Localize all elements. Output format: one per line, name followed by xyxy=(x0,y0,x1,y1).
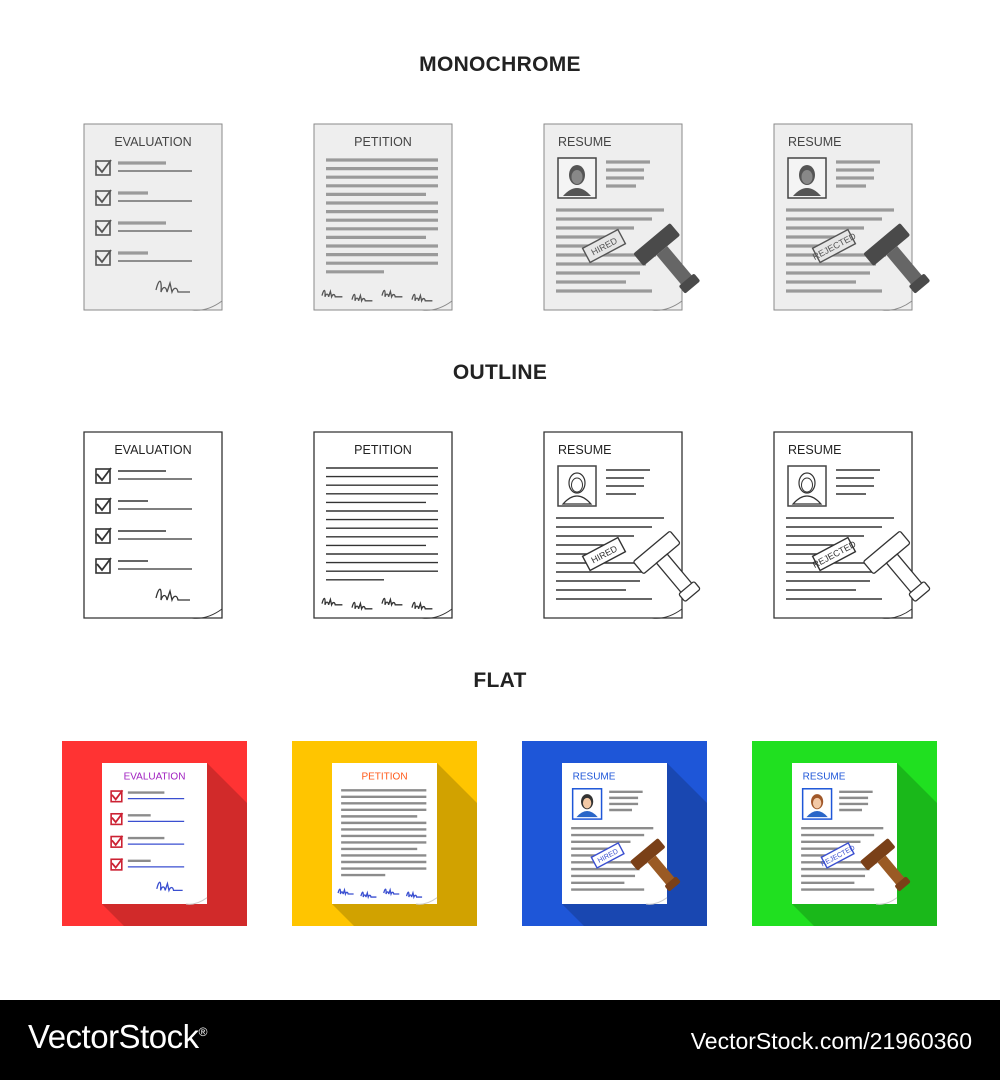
document-title: RESUME xyxy=(572,771,616,783)
document-sheet xyxy=(84,432,222,618)
resume-hired-icon-outline xyxy=(522,422,712,627)
footer-bar xyxy=(0,1000,1000,1080)
brand-name: VectorStock xyxy=(28,1018,199,1055)
document-sheet xyxy=(314,432,452,618)
image-url[interactable]: VectorStock.com/21960360 xyxy=(690,1028,972,1054)
stamp-text: REJECTED xyxy=(819,843,857,869)
resume-rejected-icon-monochrome xyxy=(752,114,942,319)
resume-hired-icon-flat xyxy=(522,741,707,926)
document-title: PETITION xyxy=(354,443,412,457)
document-title: RESUME xyxy=(788,443,842,457)
stamp-text: HIRED xyxy=(596,847,620,865)
document-sheet xyxy=(332,763,437,904)
stamp-text: HIRED xyxy=(589,235,619,258)
photo-frame xyxy=(558,466,596,506)
evaluation-document-icon-flat xyxy=(62,741,247,926)
petition-document-icon-flat xyxy=(292,741,477,926)
stamp-text: HIRED xyxy=(589,543,619,566)
person-face xyxy=(813,798,821,809)
resume-rejected-icon-flat xyxy=(752,741,937,926)
resume-hired-icon-monochrome xyxy=(522,114,712,319)
evaluation-document-icon-monochrome xyxy=(62,114,252,319)
document-sheet xyxy=(314,124,452,310)
registered-mark: ® xyxy=(198,1025,207,1039)
document-title: EVALUATION xyxy=(123,771,186,783)
document-title: PETITION xyxy=(361,771,408,783)
document-title: RESUME xyxy=(558,443,612,457)
document-sheet xyxy=(84,124,222,310)
person-face xyxy=(802,170,813,184)
section-title-outline: OUTLINE xyxy=(452,361,548,384)
section-title-monochrome: MONOCHROME xyxy=(419,53,581,76)
petition-document-icon-outline xyxy=(292,422,482,627)
person-face xyxy=(583,798,591,809)
stamp-text: REJECTED xyxy=(810,230,858,263)
photo-frame xyxy=(788,466,826,506)
vectorstock-logo[interactable] xyxy=(28,1018,207,1056)
section-title-flat: FLAT xyxy=(473,669,527,692)
person-face xyxy=(572,170,583,184)
document-title: PETITION xyxy=(354,135,412,149)
document-title: RESUME xyxy=(788,135,842,149)
document-sheet xyxy=(102,763,207,904)
document-title: EVALUATION xyxy=(114,135,192,149)
resume-rejected-icon-outline xyxy=(752,422,942,627)
petition-document-icon-monochrome xyxy=(292,114,482,319)
evaluation-document-icon-outline xyxy=(62,422,252,627)
document-title: EVALUATION xyxy=(114,443,192,457)
stamp-text: REJECTED xyxy=(810,538,858,571)
document-title: RESUME xyxy=(802,771,846,783)
document-title: RESUME xyxy=(558,135,612,149)
